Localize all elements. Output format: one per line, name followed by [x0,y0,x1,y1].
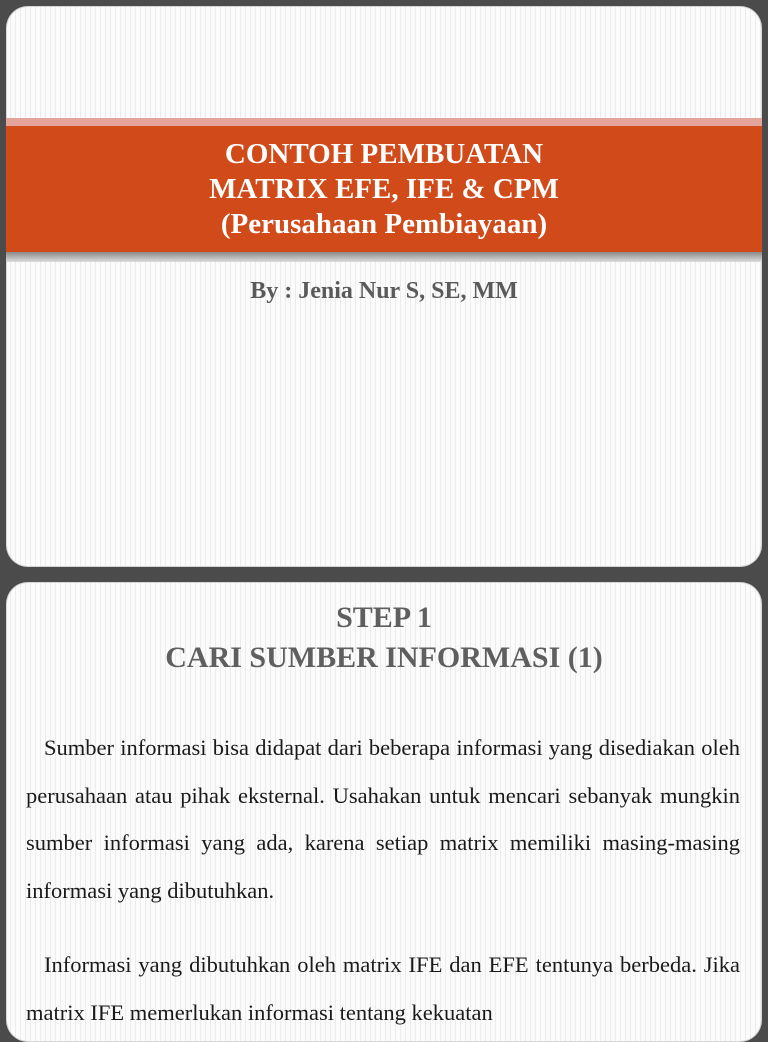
step-title [6,598,762,678]
step-slide [6,582,762,1042]
title-line-1: CONTOH PEMBUATAN [224,137,544,170]
title-band [6,126,762,252]
body-paragraph-2: Informasi yang dibutuhkan oleh matrix IFE dan EFE tentunya berbeda. Jika matrix IFE memerlukan informasi tentang kekuatan [26,952,740,1025]
step-heading: STEP 1 [336,601,432,634]
author-byline: By : Jenia Nur S, SE, MM [250,278,518,304]
title-band-shadow [6,252,762,262]
title-slide [6,6,762,567]
title-band-highlight [6,118,762,126]
step-subheading: CARI SUMBER INFORMASI (1) [165,641,603,674]
body-paragraph-1: Sumber informasi bisa didapat dari beberapa informasi yang disediakan oleh perusahaan atau pihak eksternal. Usahakan untuk mencari sebanyak mungkin sumber informasi yang ada, karena setiap matrix memiliki masing-masing informasi yang dibutuhkan. [26,735,740,903]
title-line-2: MATRIX EFE, IFE & CPM [209,172,559,205]
title-line-3: (Perusahaan Pembiayaan) [220,207,548,240]
